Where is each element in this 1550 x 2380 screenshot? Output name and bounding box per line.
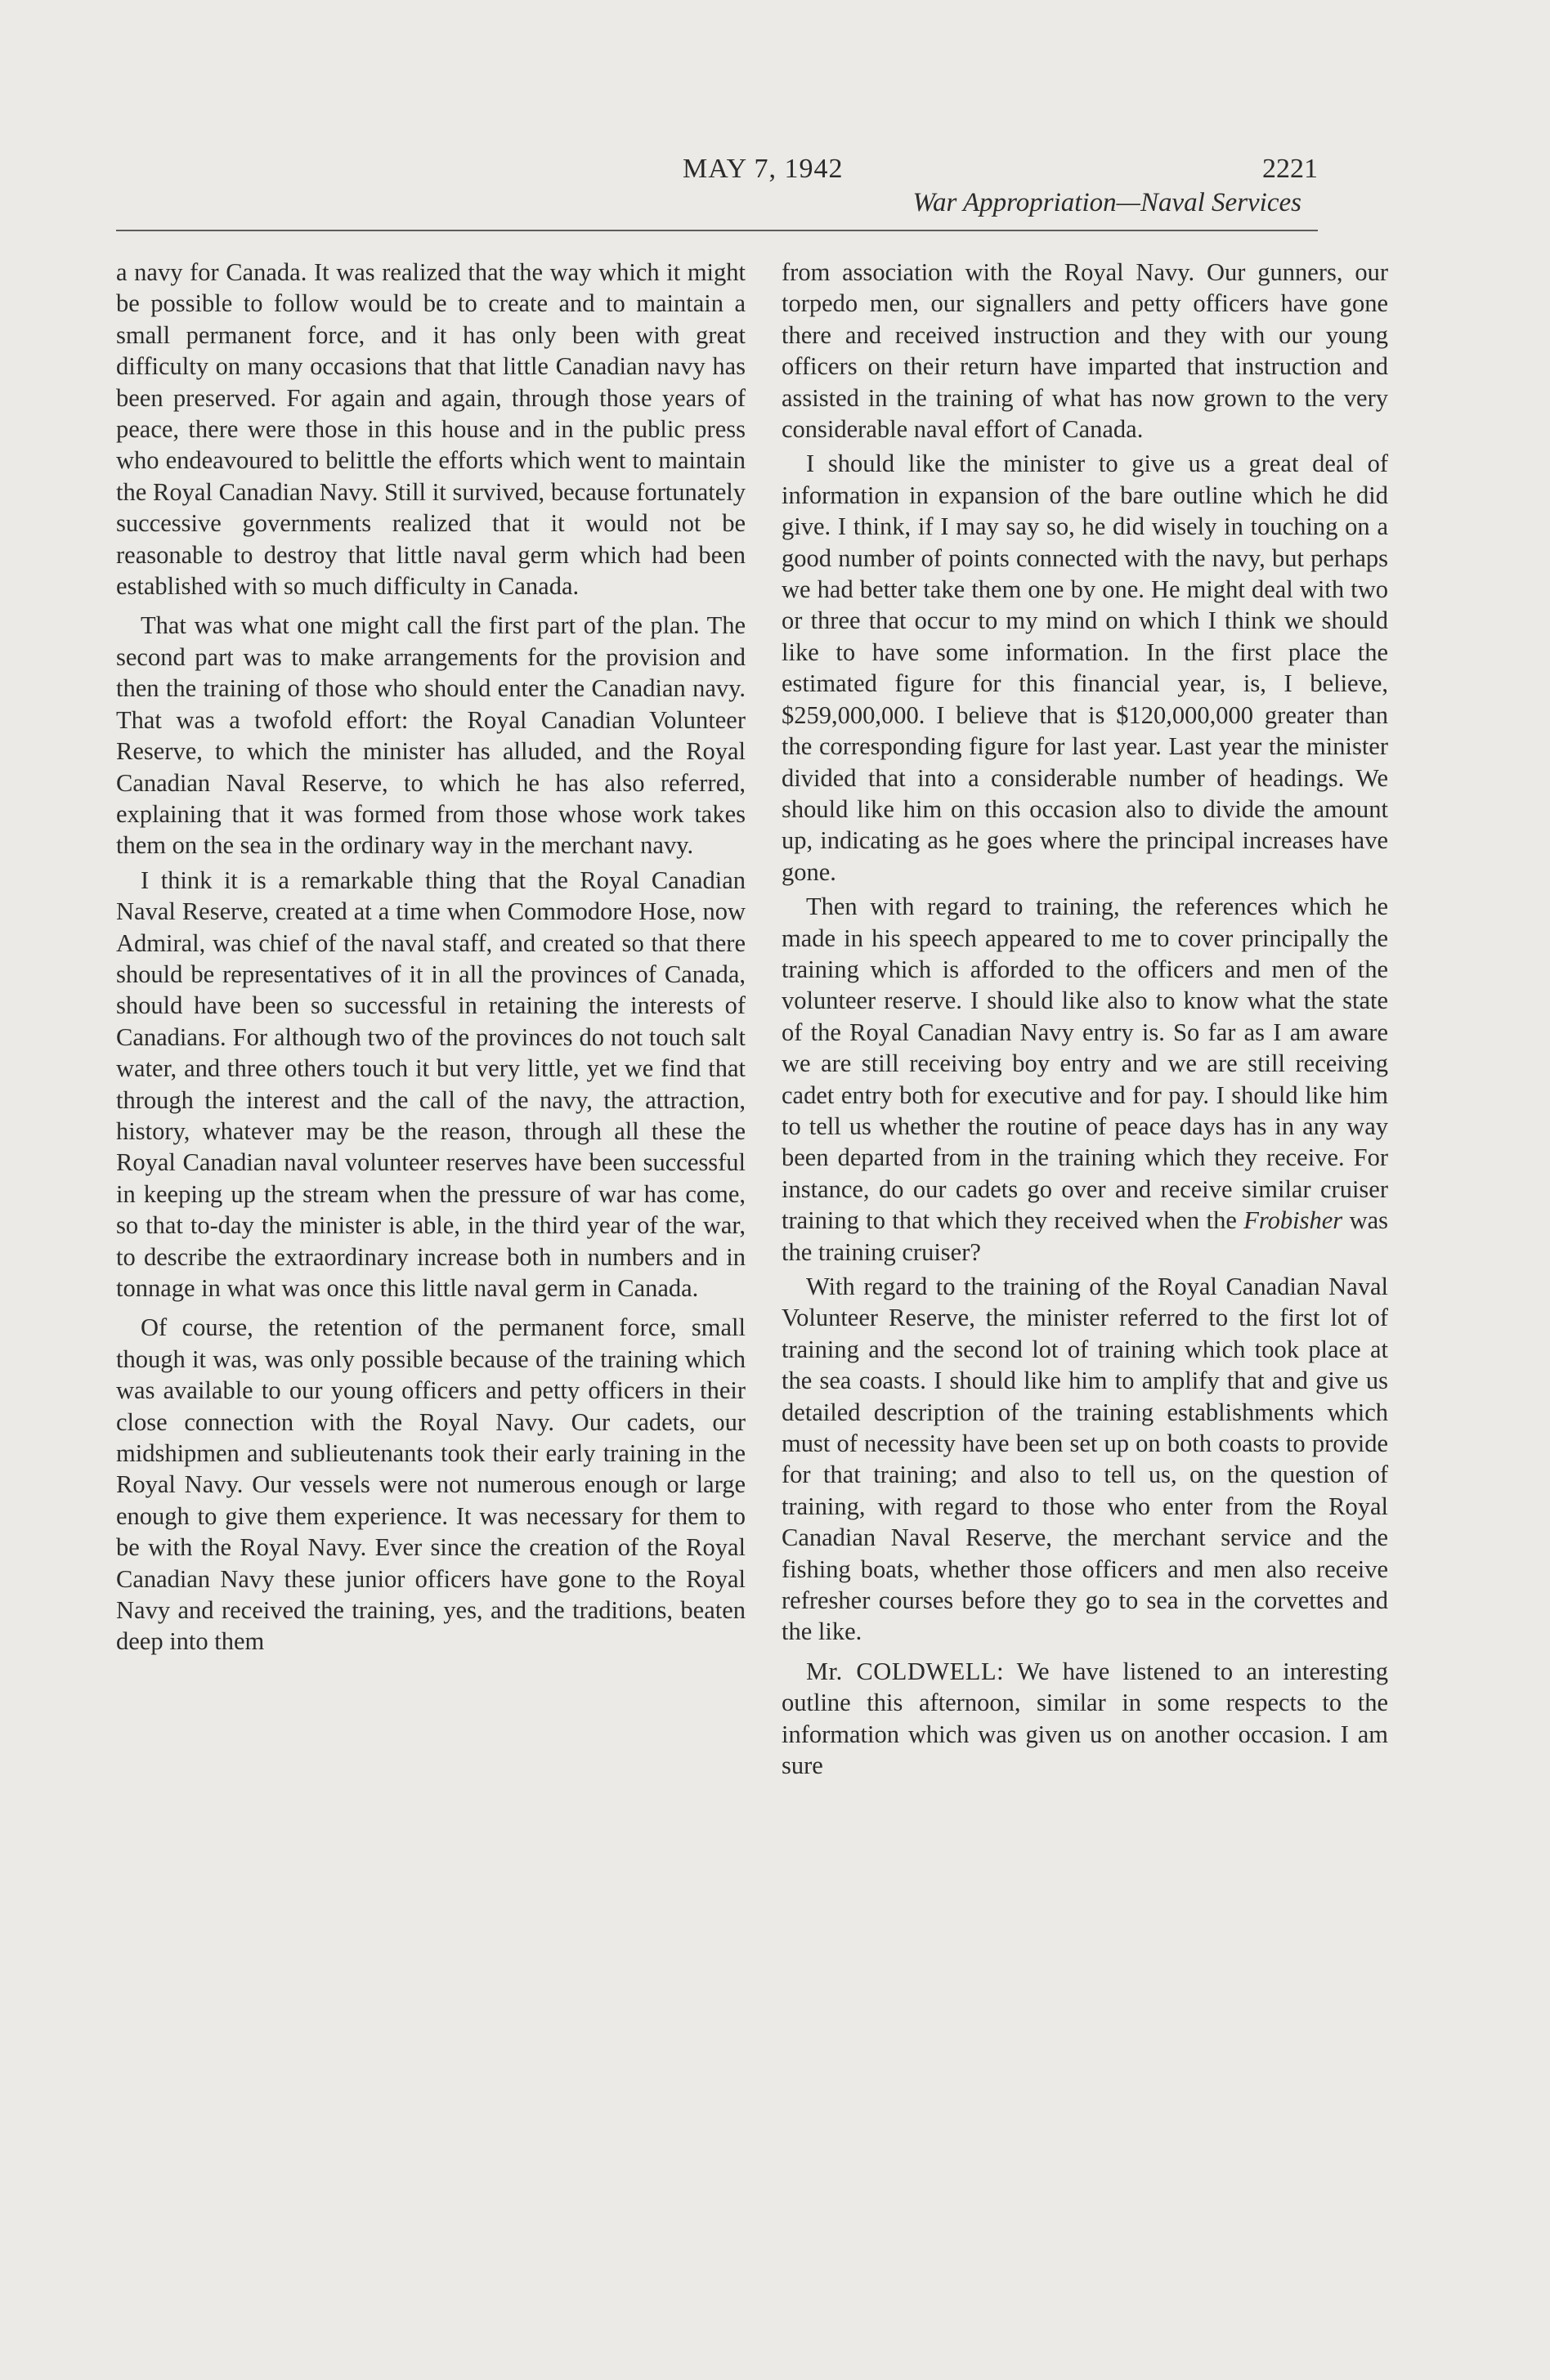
page-header (116, 154, 1318, 227)
paragraph-text: was the training cruiser? (782, 1206, 1389, 1266)
speech-paragraph (782, 1656, 1388, 1782)
right-column (782, 257, 1388, 1785)
left-column (116, 257, 746, 1661)
header-rule (116, 230, 1318, 231)
paragraph-text: Then with regard to training, the references which he made in his speech appeared to me to cover principally the training which is afforded to the officers and men of the volunteer reserve. I should like also to know what the state of the Royal Canadian Navy entry is. So far as I am aware we are still receiving boy entry and we are still receiving cadet entry both for executive and for pay. I should like him to tell us whether the routine of peace days has in any way been departed from in the training which they receive. For instance, do our cadets go over and receive similar cruiser training to that which they received when the (782, 892, 1388, 1235)
paragraph (782, 891, 1388, 1268)
paragraph: With regard to the training of the Royal Canadian Naval Volunteer Reserve, the minister referred to the first lot of training and the second lot of training which took place at the sea coasts. I should like him to amplify that and give us detailed description of the training establishments which must of necessity have been set up on both coasts to provide for that training; and also to tell us, on the question of training, with regard to those who enter from the Royal Canadian Naval Reserve, the merchant service and the fishing boats, whether those officers and men also receive refresher courses before they go to sea in the corvettes and the like. (782, 1273, 1388, 1646)
paragraph: That was what one might call the first part of the plan. The second part was to make arrangements for the provision and then the training of those who should enter the Canadian navy. That was a twofold effort: the Royal Canadian Volunteer Reserve, to which the minister has alluded, and the Royal Canadian Naval Reserve, to which he has also referred, explaining that it was formed from those whose work takes them on the sea in the ordinary way in the merchant navy. (116, 611, 746, 860)
paragraph: I should like the minister to give us a great deal of information in expansion of the bare outline which he did give. I think, if I may say so, he did wisely in touching on a good number of points connected with the navy, but perhaps we had better take them one by one. He might deal with two or three that occur to my mind on which I think we should like to have some information. In the first place the estimated figure for this financial year, is, I believe, $259,000,000. I believe that is $120,000,000 greater than the corresponding figure for last year. Last year the minister divided that into a considerable number of headings. We should like him on this occasion also to divide the amount up, indicating as he goes where the principal increases have gone. (782, 450, 1388, 886)
paragraph-text: We have listened to an interesting outline this afternoon, similar in some respects to the information which was given us on another occasion. I am sure (782, 1657, 1388, 1780)
ship-name: Frobisher (1243, 1206, 1343, 1235)
header-date: MAY 7, 1942 (683, 154, 844, 184)
paragraph: a navy for Canada. It was realized that the way which it might be possible to follow would be to create and to maintain a small permanent force, and it has only been with great difficulty on many occasions that that little Canadian navy has been preserved. For again and again, through those years of peace, there were those in this house and in the public press who endeavoured to belittle the efforts which went to maintain the Royal Canadian Navy. Still it survived, because fortunately successive governments realized that it would not be reasonable to destroy that little naval germ which had been established with so much difficulty in Canada. (116, 258, 746, 601)
paragraph: Of course, the retention of the permanent force, small though it was, was only possible because of the training which was available to our young officers and petty officers in their close connection with the Royal Navy. Our cadets, our midshipmen and sublieutenants took their early training in the Royal Navy. Our vessels were not numerous enough or large enough to give them experience. It was necessary for them to be with the Royal Navy. Ever since the creation of the Royal Canadian Navy these junior officers have gone to the Royal Navy and received the training, yes, and the traditions, beaten deep into them (116, 1313, 746, 1656)
speaker-name: Mr. COLDWELL: (806, 1657, 1005, 1685)
running-title: War Appropriation—Naval Services (912, 188, 1301, 217)
page-number: 2221 (1262, 154, 1318, 184)
paragraph: from association with the Royal Navy. Our gunners, our torpedo men, our signallers and petty officers have gone there and received instruction and they with our young officers on their return have imparted that instruction and assisted in the training of what has now grown to the very considerable naval effort of Canada. (782, 258, 1388, 444)
paragraph: I think it is a remarkable thing that the Royal Canadian Naval Reserve, created at a time when Commodore Hose, now Admiral, was chief of the naval staff, and created so that there should be representatives of it in all the provinces of Canada, should have been so successful in retaining the interests of Canadians. For although two of the provinces do not touch salt water, and three others touch it but very little, yet we find that through the interest and the call of the navy, the attraction, history, whatever may be the reason, through all these the Royal Canadian naval volunteer reserves have been successful in keeping up the stream when the pressure of war has come, so that to-day the minister is able, in the third year of the war, to describe the extraordinary increase both in numbers and in tonnage in what was once this little naval germ in Canada. (116, 866, 746, 1302)
